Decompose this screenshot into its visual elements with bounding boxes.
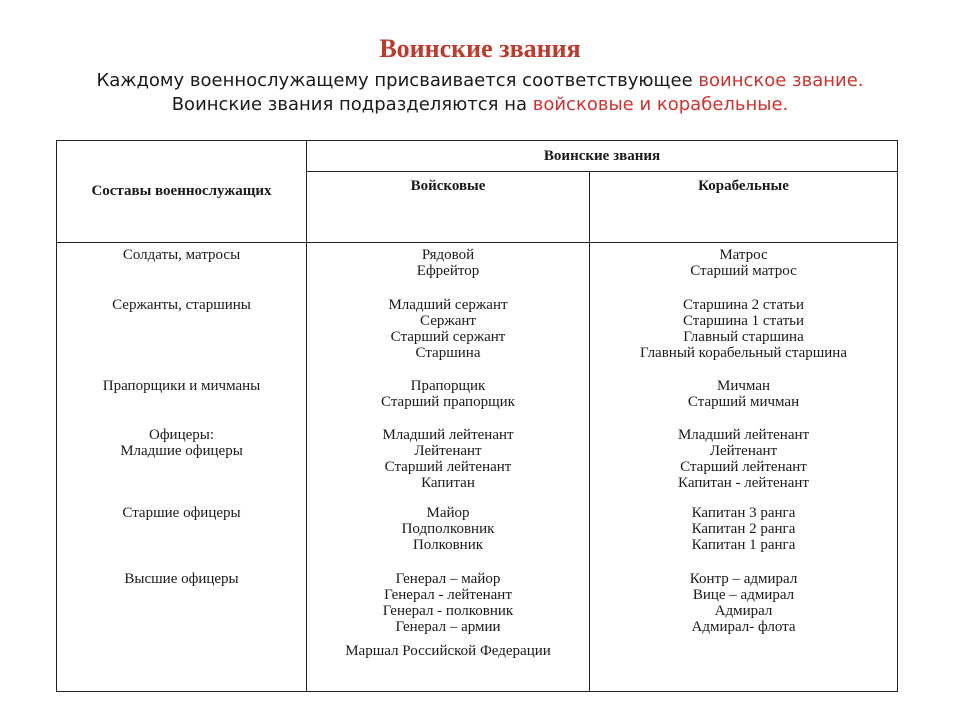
military-rank: Младший лейтенант <box>382 427 514 443</box>
military-rank: Генерал – майор <box>395 571 501 587</box>
composition-group <box>57 247 306 263</box>
naval-rank-group <box>590 378 897 410</box>
military-rank: Прапорщик <box>410 378 486 394</box>
military-rank: Капитан <box>421 475 475 491</box>
naval-rank: Лейтенант <box>709 443 778 459</box>
military-rank: Старший сержант <box>390 329 506 345</box>
naval-rank: Контр – адмирал <box>689 571 798 587</box>
subtitle-line-2-highlight: войсковые и корабельные. <box>532 94 789 115</box>
header-compositions: Составы военнослужащих <box>57 141 307 243</box>
composition-label: Офицеры: <box>148 427 214 443</box>
military-rank: Маршал Российской Федерации <box>345 643 551 659</box>
military-rank-group <box>307 378 589 410</box>
page-title: Воинские звания <box>379 34 581 63</box>
naval-ranks-column <box>590 243 898 692</box>
military-rank: Генерал - полковник <box>382 603 514 619</box>
naval-rank-group <box>590 505 897 553</box>
naval-rank-group <box>590 427 897 491</box>
naval-rank-group <box>590 571 897 635</box>
military-rank: Сержант <box>420 313 476 329</box>
naval-rank: Старший лейтенант <box>680 459 807 475</box>
subtitle-line-1-highlight: воинское звание. <box>698 70 864 91</box>
ranks-table <box>56 140 898 692</box>
military-rank: Рядовой <box>421 247 475 263</box>
naval-rank: Капитан 1 ранга <box>691 537 796 553</box>
naval-rank: Старший матрос <box>690 263 797 279</box>
naval-rank: Старшина 2 статьи <box>682 297 805 313</box>
subtitle-line-2-text: Воинские звания подразделяются на <box>171 94 533 115</box>
header-ranks: Воинские звания <box>307 141 898 172</box>
composition-group <box>57 297 306 313</box>
subtitle-line-2 <box>0 94 960 115</box>
naval-rank: Капитан 2 ранга <box>691 521 796 537</box>
subtitle-line-1-text: Каждому военнослужащему присваивается соответствующее <box>96 70 699 91</box>
naval-rank: Капитан 3 ранга <box>691 505 796 521</box>
military-rank: Младший сержант <box>388 297 508 313</box>
composition-label: Младшие офицеры <box>120 443 243 459</box>
military-rank-group <box>307 571 589 635</box>
military-rank: Ефрейтор <box>416 263 480 279</box>
composition-label: Сержанты, старшины <box>112 297 251 313</box>
naval-rank: Младший лейтенант <box>677 427 810 443</box>
military-ranks-column <box>307 243 590 692</box>
military-rank-group <box>307 297 589 361</box>
naval-rank: Матрос <box>719 247 768 263</box>
naval-rank: Мичман <box>717 378 770 394</box>
military-rank: Полковник <box>412 537 484 553</box>
naval-rank: Адмирал <box>714 603 773 619</box>
military-rank-group <box>307 505 589 553</box>
military-rank-group <box>307 247 589 279</box>
naval-rank: Вице – адмирал <box>692 587 795 603</box>
composition-label: Старшие офицеры <box>122 505 241 521</box>
military-rank: Генерал - лейтенант <box>384 587 512 603</box>
naval-rank: Старший мичман <box>687 394 800 410</box>
naval-rank-group <box>590 297 897 361</box>
naval-rank: Главный корабельный старшина <box>640 345 847 361</box>
composition-label: Прапорщики и мичманы <box>102 378 261 394</box>
military-rank: Старший прапорщик <box>381 394 515 410</box>
naval-rank: Главный старшина <box>683 329 804 345</box>
header-military: Войсковые <box>307 172 590 243</box>
composition-group <box>57 427 306 459</box>
military-rank: Генерал – армии <box>395 619 501 635</box>
military-rank-group <box>307 427 589 491</box>
military-rank-group <box>307 643 589 659</box>
naval-rank: Капитан - лейтенант <box>678 475 809 491</box>
composition-group <box>57 571 306 587</box>
military-rank: Майор <box>426 505 470 521</box>
naval-rank: Адмирал- флота <box>691 619 796 635</box>
military-rank: Подполковник <box>401 521 495 537</box>
naval-rank: Старшина 1 статьи <box>682 313 805 329</box>
compositions-column <box>57 243 307 692</box>
military-rank: Старшина <box>415 345 481 361</box>
header-naval: Корабельные <box>590 172 898 243</box>
composition-group <box>57 505 306 521</box>
naval-rank-group <box>590 247 897 279</box>
composition-label: Высшие офицеры <box>124 571 239 587</box>
composition-group <box>57 378 306 394</box>
military-rank: Старший лейтенант <box>384 459 512 475</box>
military-rank: Лейтенант <box>414 443 482 459</box>
subtitle-line-1 <box>0 70 960 91</box>
composition-label: Солдаты, матросы <box>122 247 241 263</box>
